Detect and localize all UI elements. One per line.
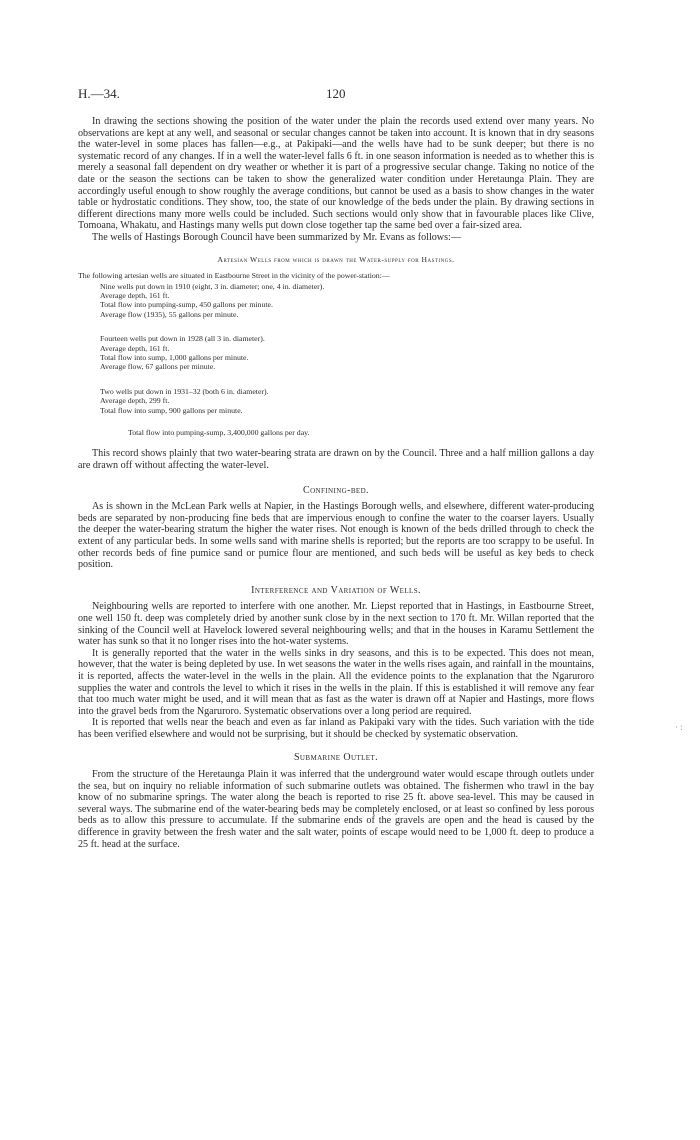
well-group-line: Two wells put down in 1931–32 (both 6 in. diameter). bbox=[100, 386, 269, 396]
paragraph-interference-3: It is reported that wells near the beach and even as far inland as Pakipaki vary with the tides. Such variation with the tide has been verified elsewhere and would not be surprising, but it should be checked by systematic observation. bbox=[78, 717, 594, 740]
paragraph-sections: In drawing the sections showing the position of the water under the plain the records used extend over many years. No observations are kept at any well, and seasonal or secular changes cannot be taken into account. It is known that in dry seasons the water-level in some places has fallen—e.g., at Pakipaki—and the wells have had to be sunk deeper; but there is no systematic record of any changes. If in a well the water-level falls 6 ft. in one season information is needed as to whether this is merely a seasonal fall dependent on dry weather or whether it is part of a progressive secular change. Taking no notice of the date or the season the sections can be taken to show the generalized water condition under Heretaunga Plain. They are accordingly useful enough to show roughly the average conditions, but cannot be used as a basis to show changes in the water table or hydrostatic conditions. They show, too, the state of our knowledge of the beds under the plain. By drawing sections in different directions many more wells could be included. Such sections would only show that in favourable places like Clive, Tomoana, Whakatu, and Hastings many wells put down close together tap the same bed over a fair-sized area. bbox=[78, 116, 594, 232]
well-group-line: Total flow into sump, 900 gallons per minute. bbox=[100, 405, 243, 415]
well-group-1910 bbox=[100, 282, 594, 320]
document-reference: H.—34. bbox=[78, 86, 120, 101]
paragraph-confining-bed: As is shown in the McLean Park wells at Napier, in the Hastings Borough wells, and elsewhere, different water-producing beds are separated by non-producing fine beds that are impervious enough to confine the water to the coarser layers. Usually the deeper the water-bearing stratum the higher the water rises. Not enough is known of the beds drilled through to check the extent of any particular beds. In some wells sand with marine shells is reported; but the reports are too scrappy to be useful. In other records beds of fine pumice sand or pumice flour are mentioned, and such beds will be useful as key beds to check position. bbox=[78, 501, 594, 571]
page-number: 120 bbox=[326, 86, 346, 101]
artesian-heading: Artesian Wells from which is drawn the Water-supply for Hastings. bbox=[217, 254, 455, 264]
interference-heading: Interference and Variation of Wells. bbox=[251, 584, 421, 596]
page-header bbox=[78, 86, 618, 102]
well-group-1928 bbox=[100, 334, 594, 372]
submarine-outlet-heading: Submarine Outlet. bbox=[293, 752, 379, 764]
well-group-line: Average depth, 161 ft. bbox=[100, 290, 170, 300]
paragraph-hastings-intro: The wells of Hastings Borough Council have been summarized by Mr. Evans as follows:— bbox=[92, 231, 461, 243]
page-body bbox=[78, 116, 594, 850]
margin-mark: · : bbox=[675, 722, 683, 732]
paragraph-interference-2: It is generally reported that the water in the wells sinks in dry seasons, and this is to be expected. This does not mean, however, that the water is being depleted by use. In wet seasons the water in the wells rises again, and rainfall in the mountains, it is reported, affects the water-level in the wells in the plain. All the evidence points to the explanation that the Ngaruroro supplies the water and controls the level to which it rises in the wells in the plain. If this is established it will remove any fear that too much water might be used, and it will mean that as fast as the water is drawn off at Napier and Hastings, more flows into the gravel beds from the Ngaruroro. Systematic observations over a long period are required. bbox=[78, 647, 594, 717]
well-group-line: Average flow (1935), 55 gallons per minute. bbox=[100, 309, 239, 319]
total-flow: Total flow into pumping-sump, 3,400,000 gallons per day. bbox=[128, 428, 310, 437]
artesian-intro: The following artesian wells are situated in Eastbourne Street in the vicinity of the power-station:— bbox=[78, 271, 390, 281]
well-group-1931 bbox=[100, 387, 594, 415]
well-group-line: Average depth, 299 ft. bbox=[100, 396, 170, 406]
paragraph-interference-1: Neighbouring wells are reported to interfere with one another. Mr. Liepst reported that in Hastings, in Eastbourne Street, one well 150 ft. deep was completely dried by another sunk close by in the next section to 170 ft. Mr. Willan reported that the sinking of the Council well at Havelock lowered several neighbouring wells; and that in the houses in Karamu Settlement the water has sunk so that it no longer rises into the hot-water systems. bbox=[78, 601, 594, 648]
well-group-line: Fourteen wells put down in 1928 (all 3 in. diameter). bbox=[100, 334, 265, 344]
well-group-line: Nine wells put down in 1910 (eight, 3 in. diameter; one, 4 in. diameter). bbox=[100, 281, 325, 291]
paragraph-submarine-outlet: From the structure of the Heretaunga Plain it was inferred that the underground water would escape through outlets under the sea, but on inquiry no reliable information of such submarine outlets was obtained. The fishermen who trawl in the bay know of no submarine springs. The water along the beach is reported to rise 25 ft. above sea-level. This may be caused in several ways. The submarine end of the water-bearing beds may be completely enclosed, or at least so confined by less porous beds as to allow this pressure to accumulate. If the submarine ends of the gravels are open and the head is caused by the difference in gravity between the fresh water and the salt water, points of escape would need to be 1,000 ft. deep to produce a 25 ft. head at the surface. bbox=[78, 769, 594, 850]
paragraph-record: This record shows plainly that two water-bearing strata are drawn on by the Council. Three and a half million gallons a day are drawn off without affecting the water-level. bbox=[78, 448, 594, 471]
well-group-line: Average flow, 67 gallons per minute. bbox=[100, 362, 216, 372]
well-group-line: Average depth, 161 ft. bbox=[100, 343, 170, 353]
well-group-line: Total flow into sump, 1,000 gallons per minute. bbox=[100, 352, 249, 362]
well-group-line: Total flow into pumping-sump, 450 gallons per minute. bbox=[100, 300, 273, 310]
confining-bed-heading: Confining-bed. bbox=[303, 484, 369, 496]
